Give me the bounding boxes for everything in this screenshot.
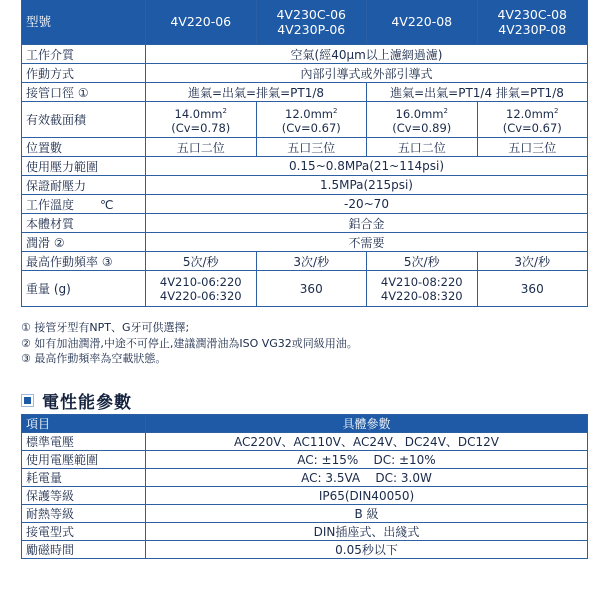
row-label: 最高作動頻率 ③ <box>22 252 146 271</box>
row-label: 工作介質 <box>22 45 146 64</box>
row-label: 位置數 <box>22 138 146 157</box>
row-value: AC: 3.5VA DC: 3.0W <box>146 469 588 487</box>
spec-row-temp <box>22 195 588 214</box>
area-cell <box>146 102 257 138</box>
freq-value: 5次/秒 <box>146 252 257 271</box>
row-value: IP65(DIN40050) <box>146 487 588 505</box>
row-value: -20~70 <box>146 195 588 214</box>
area-cv: (Cv=0.78) <box>171 120 231 135</box>
electrical-row <box>22 487 588 505</box>
model-bottom: 4V220-08 <box>391 14 453 29</box>
row-label: 勵磁時間 <box>22 541 146 559</box>
row-value: DIN插座式、出綫式 <box>146 523 588 541</box>
freq-value: 3次/秒 <box>256 252 367 271</box>
spec-row-position <box>22 138 588 157</box>
area-cell <box>477 102 588 138</box>
spec-row-pressure <box>22 157 588 176</box>
weight-cell: 360 <box>256 271 367 307</box>
row-label: 本體材質 <box>22 214 146 233</box>
row-label: 重量 (g) <box>22 271 146 307</box>
row-label: 耐熱等級 <box>22 505 146 523</box>
spec-header-label: 型號 <box>22 0 146 45</box>
row-value: B 級 <box>146 505 588 523</box>
weight-cell: 360 <box>477 271 588 307</box>
spec-row-lube <box>22 233 588 252</box>
row-label: 接電型式 <box>22 523 146 541</box>
temp-unit: ℃ <box>100 197 114 212</box>
temp-label: 工作溫度 <box>26 197 75 212</box>
spec-row-action <box>22 64 588 83</box>
row-value: 不需要 <box>146 233 588 252</box>
electrical-row <box>22 433 588 451</box>
row-label: 作動方式 <box>22 64 146 83</box>
area-cell <box>367 102 478 138</box>
position-value: 五口三位 <box>256 138 367 157</box>
position-value: 五口二位 <box>146 138 257 157</box>
spec-header-row <box>22 0 588 45</box>
row-label: 使用電壓範圍 <box>22 451 146 469</box>
port-08-exhaust: 排氣=PT1/8 <box>495 85 564 100</box>
electrical-header-row <box>22 415 588 433</box>
row-label: 接管口徑 ① <box>22 83 146 102</box>
row-value: 1.5MPa(215psi) <box>146 176 588 195</box>
model-top: 4V230C-08 <box>497 6 567 22</box>
area-cell <box>256 102 367 138</box>
square-bullet-icon <box>21 394 34 407</box>
spec-row-area <box>22 102 588 138</box>
spec-row-port <box>22 83 588 102</box>
port-08-value <box>367 83 588 102</box>
area-mm: 16.0mm <box>395 106 444 121</box>
port-06-value: 進氣=出氣=排氣=PT1/8 <box>146 83 367 102</box>
electrical-section-title <box>21 389 132 411</box>
row-label: 潤滑 ② <box>22 233 146 252</box>
electrical-row <box>22 523 588 541</box>
port-08-inlet: 進氣=出氣=PT1/4 <box>390 85 493 100</box>
weight-line: 4V220-08:320 <box>380 288 463 303</box>
electrical-table <box>21 414 588 559</box>
footnote-1: ① 接管牙型有NPT、G牙可供選擇; <box>21 321 190 334</box>
spec-row-medium <box>22 45 588 64</box>
weight-line: 4V210-06:220 <box>159 274 242 289</box>
footnote-3: ③ 最高作動頻率為空載狀態。 <box>21 352 167 365</box>
weight-cell <box>367 271 478 307</box>
model-bottom: 4V230P-08 <box>498 21 567 37</box>
electrical-row <box>22 451 588 469</box>
row-label: 有效截面積 <box>22 102 146 138</box>
spec-row-material <box>22 214 588 233</box>
spec-header-col-3 <box>367 0 478 45</box>
freq-value: 5次/秒 <box>367 252 478 271</box>
position-value: 五口三位 <box>477 138 588 157</box>
area-sup: 2 <box>222 107 227 116</box>
model-top: 4V230C-06 <box>276 6 346 22</box>
spec-header-col-2 <box>256 0 367 45</box>
area-cv: (Cv=0.89) <box>392 120 452 135</box>
row-label <box>22 195 146 214</box>
position-value: 五口二位 <box>367 138 478 157</box>
area-sup: 2 <box>443 107 448 116</box>
row-value: AC220V、AC110V、AC24V、DC24V、DC12V <box>146 433 588 451</box>
footnote-2: ② 如有加油潤滑,中途不可停止,建議潤滑油為ISO VG32或同級用油。 <box>21 336 358 350</box>
area-mm: 14.0mm <box>174 106 223 121</box>
spec-row-weight <box>22 271 588 307</box>
electrical-header-value: 具體參數 <box>146 415 588 433</box>
area-cv: (Cv=0.67) <box>281 120 341 135</box>
spec-row-freq <box>22 252 588 271</box>
electrical-row <box>22 505 588 523</box>
area-mm: 12.0mm <box>285 106 334 121</box>
model-bottom: 4V230P-06 <box>277 21 346 37</box>
area-cv: (Cv=0.67) <box>502 120 562 135</box>
row-label: 耗電量 <box>22 469 146 487</box>
area-mm: 12.0mm <box>506 106 555 121</box>
electrical-row <box>22 469 588 487</box>
row-value: 0.05秒以下 <box>146 541 588 559</box>
spec-header-col-4 <box>477 0 588 45</box>
spec-row-proof <box>22 176 588 195</box>
model-bottom: 4V220-06 <box>170 14 232 29</box>
electrical-title-text: 電性能參數 <box>42 392 132 413</box>
row-label: 使用壓力範圍 <box>22 157 146 176</box>
area-sup: 2 <box>333 107 338 116</box>
row-label: 標準電壓 <box>22 433 146 451</box>
spec-header-col-1 <box>146 0 257 45</box>
area-sup: 2 <box>554 107 559 116</box>
weight-line: 4V220-06:320 <box>159 288 242 303</box>
spec-table <box>21 0 588 307</box>
freq-value: 3次/秒 <box>477 252 588 271</box>
footnotes <box>21 320 358 367</box>
electrical-row <box>22 541 588 559</box>
row-label: 保證耐壓力 <box>22 176 146 195</box>
row-value: 鋁合金 <box>146 214 588 233</box>
weight-cell <box>146 271 257 307</box>
row-value: AC: ±15% DC: ±10% <box>146 451 588 469</box>
row-value: 0.15~0.8MPa(21~114psi) <box>146 157 588 176</box>
electrical-header-item: 項目 <box>22 415 146 433</box>
weight-line: 4V210-08:220 <box>380 274 463 289</box>
row-label: 保護等級 <box>22 487 146 505</box>
row-value: 空氣(經40μm以上濾網過濾) <box>146 45 588 64</box>
row-value: 內部引導式或外部引導式 <box>146 64 588 83</box>
